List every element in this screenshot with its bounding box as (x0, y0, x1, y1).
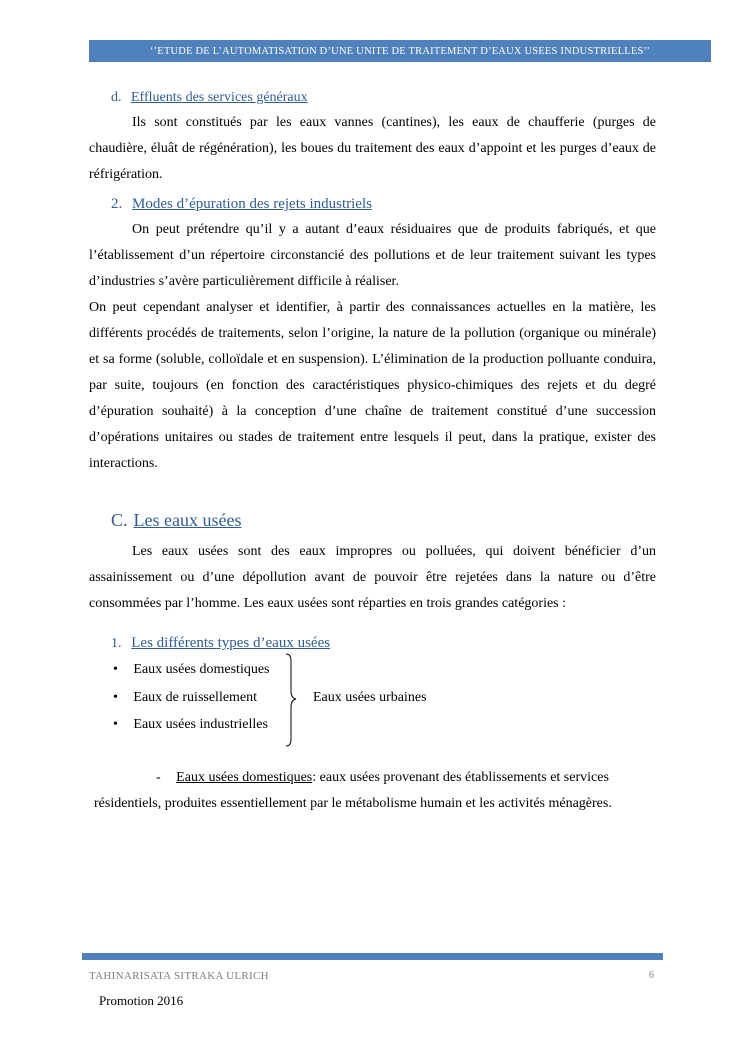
section-C-marker: C. (111, 510, 128, 530)
page-number: 6 (649, 970, 654, 981)
running-header (89, 40, 711, 62)
definition-text-2: résidentiels, produites essentiellement par le métabolisme humain et les activités ménagères. (94, 796, 612, 811)
footer-author: TAHINARISATA SITRAKA ULRICH (89, 970, 269, 982)
section-d-paragraph: Ils sont constitués par les eaux vannes (cantines), les eaux de chaufferie (purges de chaudière, éluât de régénération), les boues du traitement des eaux d’appoint et les purges d’eaux de réfrigération. (89, 115, 656, 182)
section-1-marker: 1. (111, 636, 122, 651)
list-item (113, 660, 270, 680)
section-1-title: Les différents types d’eaux usées (131, 635, 331, 651)
section-d-marker: d. (111, 90, 122, 105)
footer-promotion: Promotion 2016 (99, 993, 184, 1008)
definition-term: Eaux usées domestiques (176, 770, 313, 785)
list-item (113, 715, 268, 735)
list-item-label: Eaux usées domestiques (133, 662, 270, 677)
section-2-marker: 2. (111, 196, 123, 212)
bullet-icon: • (113, 662, 118, 677)
footer-rule (82, 953, 663, 960)
list-item-label: Eaux de ruissellement (133, 690, 258, 705)
section-2-paragraph-2: On peut cependant analyser et identifier, à partir des connaissances actuelles en la matière, les différents procédés de traitements, selon l’origine, la nature de la pollution (organique ou minérale) et sa forme (soluble, colloïdale et en suspension). L’élimination de la production polluante conduira, par suite, toujours (en fonction des caractéristiques physico-chimiques des rejets et du degré d’épuration souhaité) à la conception d’une chaîne de traitement constitué d’une succession d’opérations unitaires ou stades de traitement entre lesquels il peut, dans la pratique, exister des interactions. (89, 300, 656, 471)
definition-dash: - (156, 770, 161, 785)
definition-line-1 (156, 768, 609, 788)
section-2-heading (111, 194, 372, 214)
section-1-heading (111, 633, 330, 654)
right-brace-icon (283, 653, 299, 747)
header-title: ‘’ETUDE DE L’AUTOMATISATION D’UNE UNITE DE TRAITEMENT D’EAUX USEES INDUSTRIELLES’’ (149, 45, 651, 57)
group-label: Eaux usées urbaines (313, 690, 427, 705)
section-C-paragraph: Les eaux usées sont des eaux impropres ou polluées, qui doivent bénéficier d’un assainissement ou d’une dépollution avant de pouvoir être rejetées dans la nature ou d’être consommées par l’homme. Les eaux usées sont réparties en trois grandes catégories : (89, 544, 656, 611)
list-item (113, 688, 257, 708)
section-2-paragraph-1: On peut prétendre qu’il y a autant d’eaux résiduaires que de produits fabriqués, et que l’établissement d’un répertoire circonstancié des pollutions et de leur traitement suivant les types d’industries s’avère particulièrement difficile à réaliser. (89, 222, 656, 289)
section-2-title: Modes d’épuration des rejets industriels (132, 196, 372, 212)
section-C-heading (111, 508, 241, 532)
section-C-title: Les eaux usées (133, 510, 242, 530)
section-d-heading (111, 88, 308, 108)
definition-text-1: : eaux usées provenant des établissements et services (312, 770, 609, 785)
list-item-label: Eaux usées industrielles (133, 717, 268, 732)
bullet-icon: • (113, 690, 118, 705)
bullet-icon: • (113, 717, 118, 732)
section-d-title: Effluents des services généraux (131, 90, 308, 105)
